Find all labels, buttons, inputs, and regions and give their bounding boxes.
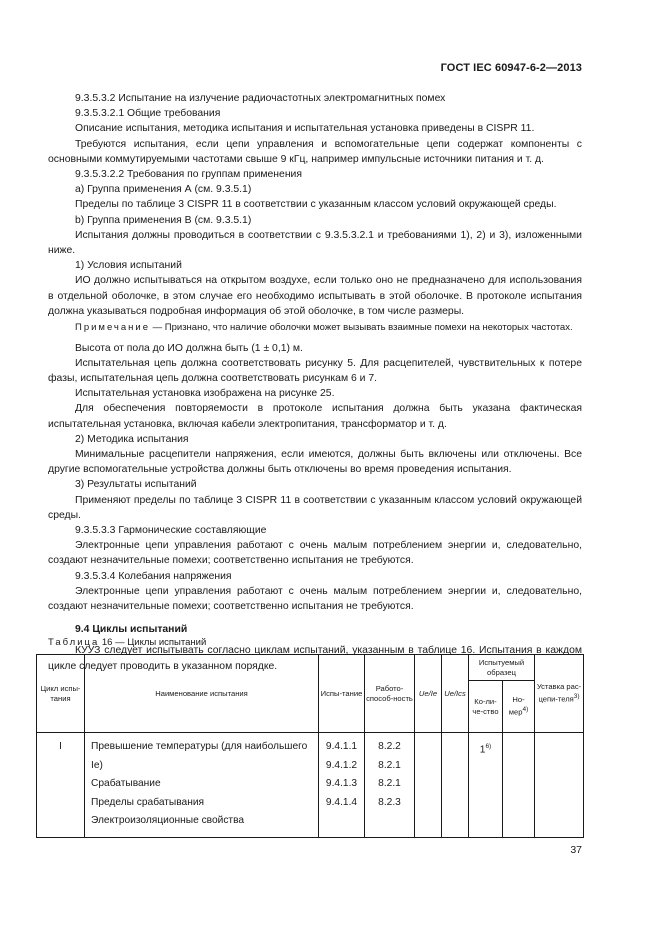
paragraph: 2) Методика испытания xyxy=(75,433,189,445)
header-setting-text: Уставка рас-цепи-теля xyxy=(536,682,582,704)
header-number-footnote: 4) xyxy=(522,706,529,714)
table-caption xyxy=(48,637,206,648)
paragraph: Описание испытания, методика испытания и испытательная установка приведены в CISPR 11. xyxy=(75,123,535,135)
paragraph: а) Группа применения А (см. 9.3.5.1) xyxy=(75,184,252,196)
header-ue-ie: Ue/Ie xyxy=(415,655,442,733)
performance-clause: 8.2.1 xyxy=(378,778,401,789)
performance-clause: 8.2.3 xyxy=(378,796,401,808)
header-ue-ics: Ue/Ics xyxy=(442,655,469,733)
paragraph: Минимальные расцепители напряжения, если имеются, должны быть включены или отключены. Все другие вспомогательные устройства должны быть отключены во время проведения испытания. xyxy=(48,448,582,476)
header-cycle: Цикл испы-тания xyxy=(37,655,85,733)
header-setting-footnote: 3) xyxy=(573,693,580,701)
paragraph: 9.3.5.3.2.2 Требования по группам применения xyxy=(75,169,302,181)
ue-ics-cell xyxy=(442,733,469,838)
test-name-cell xyxy=(85,733,319,838)
paragraph: Требуются испытания, если цепи управления и вспомогательные цепи содержат компоненты с основными коммутируемыми частотами свыше 9 кГц, например импульсные источники питания и т. д. xyxy=(48,138,582,165)
paragraph: 9.3.5.3.2 Испытание на излучение радиочастотных электромагнитных помех xyxy=(75,93,446,104)
paragraph: 9.3.5.3.3 Гармонические составляющие xyxy=(75,524,267,536)
paragraph: Электронные цепи управления работают с очень малым потреблением энергии и, следовательно, создают незначительные помехи; соответственно испытания не требуются. xyxy=(48,585,582,612)
number-cell xyxy=(503,733,535,838)
note xyxy=(48,321,582,335)
header-quantity: Ко-ли-че-ство xyxy=(469,681,503,733)
table-caption-label: Таблица xyxy=(48,637,100,648)
test-clause: 9.4.1.3 xyxy=(325,778,358,789)
header-test-name: Наименование испытания xyxy=(85,655,319,733)
test-name: Электроизоляционные свойства xyxy=(91,815,245,826)
paragraph: Применяют пределы по таблице 3 CISPR 11 в соответствии с указанным классом условий окружающей среды. xyxy=(48,494,582,521)
paragraph: Для обеспечения повторяемости в протоколе испытания должна быть указана фактическая испытательная установка, включая кабели электропитания, трансформатор и т. д. xyxy=(48,403,582,430)
quantity-cell xyxy=(469,733,503,838)
paragraph: Испытательная установка изображена на рисунке 25. xyxy=(75,388,335,400)
ue-ie-cell xyxy=(415,733,442,838)
test-name: Срабатывание xyxy=(91,778,161,789)
test-name: Пределы срабатывания xyxy=(91,796,205,808)
test-clause-cell xyxy=(319,733,365,838)
paragraph: 9.3.5.3.4 Колебания напряжения xyxy=(75,570,232,582)
test-clause: 9.4.1.2 xyxy=(325,759,358,771)
paragraph: Испытательная цепь должна соответствовать рисунку 5. Для расцепителей, чувствительных к потере фазы, испытательная цепь должна соответствовать рисункам 6 и 7. xyxy=(48,357,582,384)
paragraph: 1) Условия испытаний xyxy=(75,260,182,272)
setting-cell xyxy=(535,733,584,838)
paragraph: КУУЗ следует испытывать согласно циклам испытаний, указанным в таблице 16. Испытания в каждом цикле следует проводить в указанном порядке. xyxy=(48,645,582,672)
quantity-footnote: 6) xyxy=(485,743,492,750)
paragraph: ИО должно испытываться на открытом воздухе, если только оно не предназначено для использования в отдельной оболочке, в этом случае его необходимо испытывать в этой оболочке. В протоколе испытания должна указываться подробная информация об этой оболочке, в том числе размеры. xyxy=(48,275,582,317)
header-number xyxy=(503,681,535,733)
performance-clause-cell xyxy=(365,733,415,838)
performance-clause: 8.2.2 xyxy=(378,741,401,752)
paragraph: b) Группа применения В (см. 9.3.5.1) xyxy=(75,214,252,226)
header-number-text: Но-мер xyxy=(508,695,525,717)
test-clause: 9.4.1.4 xyxy=(325,796,358,808)
paragraph: Электронные цепи управления работают с очень малым потреблением энергии и, следовательно, создают незначительные помехи; соответственно испытания не требуются. xyxy=(48,540,582,567)
test-name: Превышение температуры (для наибольшего Ie) xyxy=(91,741,308,771)
paragraph: 9.3.5.3.2.1 Общие требования xyxy=(75,108,221,120)
note-text: — Признано, что наличие оболочки может вызывать взаимные помехи на некоторых частотах. xyxy=(150,322,573,334)
test-clause: 9.4.1.1 xyxy=(325,741,358,752)
quantity-value: 1 xyxy=(479,744,486,756)
section-heading: 9.4 Циклы испытаний xyxy=(75,624,188,636)
paragraph: Испытания должны проводиться в соответствии с 9.3.5.3.2.1 и требованиями 1), 2) и 3), изложенными ниже. xyxy=(48,229,582,257)
header-sample-group: Испытуемый образец xyxy=(469,655,535,681)
cycle-cell: I xyxy=(37,733,85,838)
header-performance: Работо-способ-ность xyxy=(365,655,415,733)
paragraph: 3) Результаты испытаний xyxy=(75,479,197,491)
table-caption-text: 16 — Циклы испытаний xyxy=(99,637,207,648)
performance-clause: 8.2.1 xyxy=(378,759,401,771)
standard-code-header: ГОСТ IEC 60947-6-2—2013 xyxy=(440,62,582,74)
test-cycles-table xyxy=(36,654,584,838)
paragraph: Пределы по таблице 3 CISPR 11 в соответствии с указанным классом условий окружающей среды. xyxy=(75,199,557,211)
paragraph: Высота от пола до ИО должна быть (1 ± 0,1) м. xyxy=(75,342,303,354)
page-number: 37 xyxy=(570,844,582,856)
header-test: Испы-тание xyxy=(319,655,365,733)
document-body xyxy=(48,91,582,674)
header-setting xyxy=(535,655,584,733)
note-label: Примечание xyxy=(75,322,150,334)
